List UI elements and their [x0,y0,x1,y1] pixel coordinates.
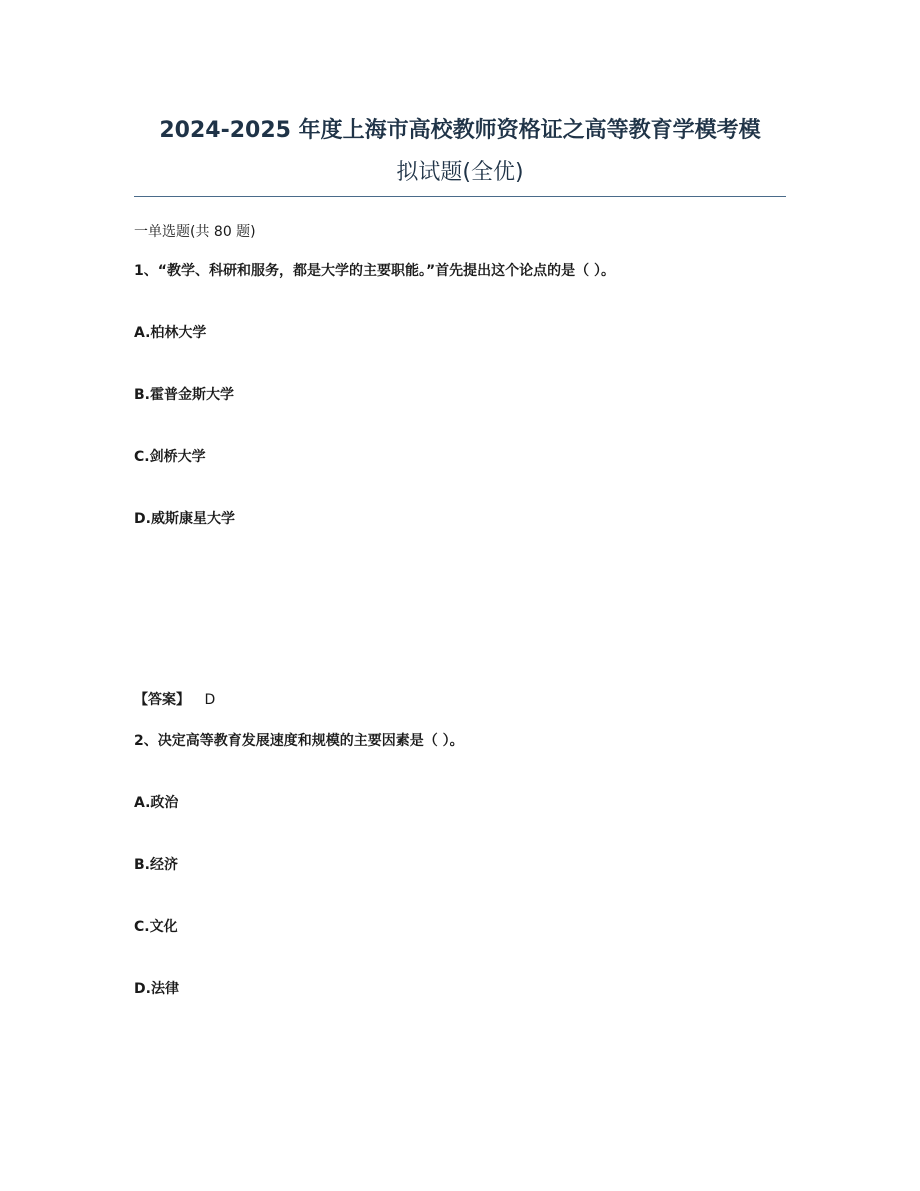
document-title-line-2: 拟试题(全优) [396,160,524,185]
question-2-option-a: A.政治 [134,795,179,811]
question-1-answer [134,690,215,710]
question-2-option-d: D.法律 [134,981,179,997]
question-2-option-b: B.经济 [134,857,178,873]
answer-value: D [204,692,216,708]
question-1-stem: 1、“教学、科研和服务，都是大学的主要职能。”首先提出这个论点的是（ ）。 [134,263,616,279]
question-2-stem: 2、决定高等教育发展速度和规模的主要因素是（ ）。 [134,733,464,749]
question-2-option-c: C.文化 [134,919,178,935]
section-header: 一单选题(共 80 题) [134,224,256,240]
answer-label: 【答案】 [134,692,190,708]
question-1-option-a: A.柏林大学 [134,325,207,341]
question-1-option-c: C.剑桥大学 [134,449,206,465]
title-divider [134,196,786,197]
question-1-option-b: B.霍普金斯大学 [134,387,234,403]
document-title-line-1: 2024-2025 年度上海市高校教师资格证之高等教育学模考模 [159,118,761,143]
question-1-option-d: D.威斯康星大学 [134,511,235,527]
